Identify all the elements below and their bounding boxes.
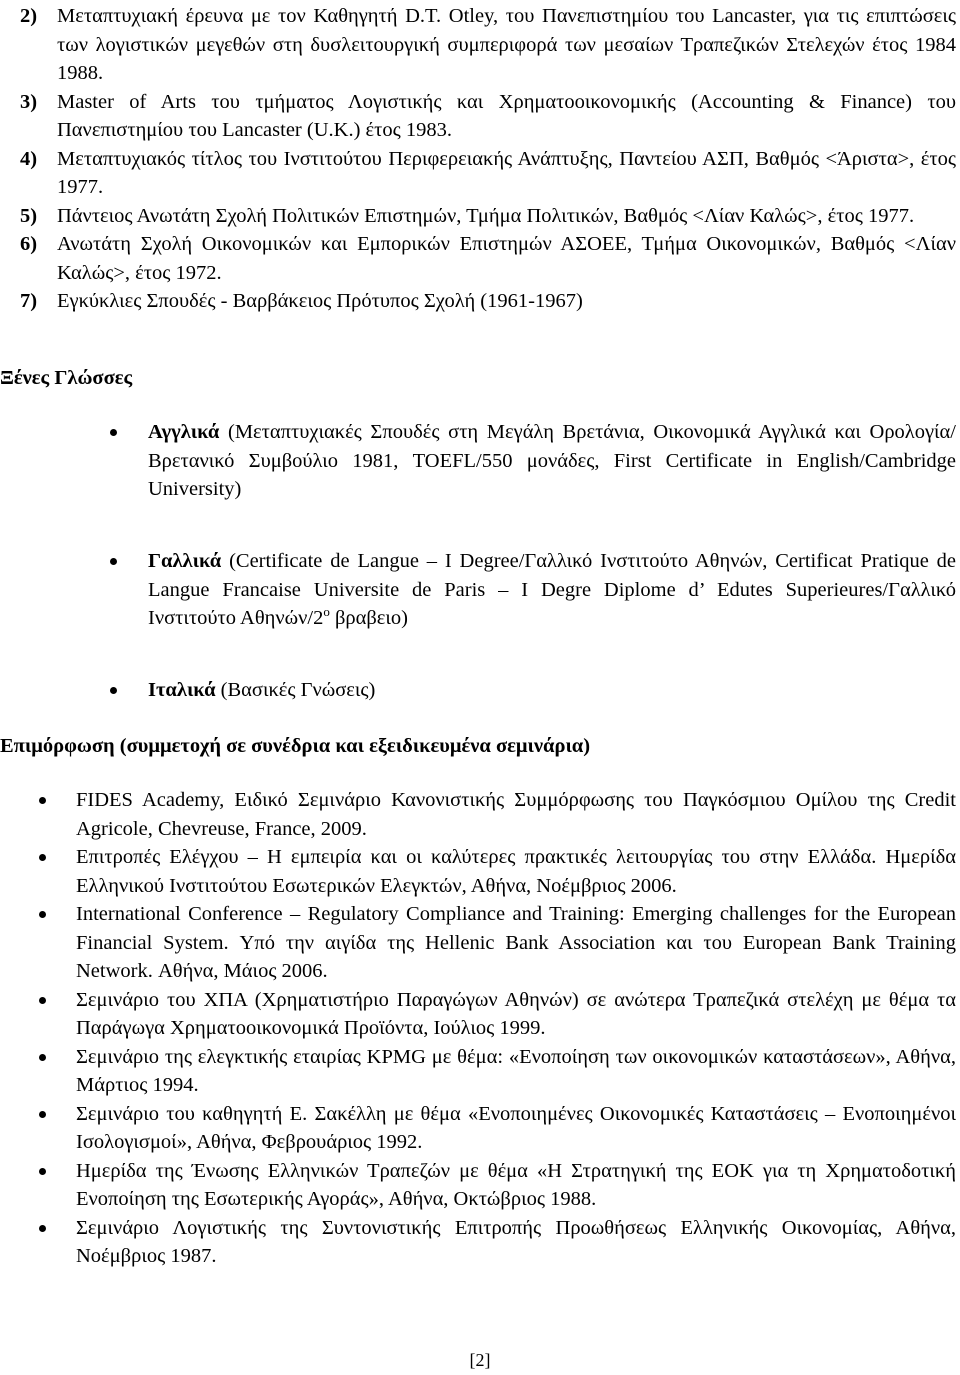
list-item <box>20 230 956 287</box>
item-number: 3) <box>20 90 38 113</box>
item-text: Ανωτάτη Σχολή Οικονομικών και Εμπορικών Επιστημών ΑΣΟΕΕ, Τμήμα Οικονομικών, Βαθμός <Λίαν Καλώς>, έτος 1972. <box>57 233 956 284</box>
bullet-icon <box>110 687 117 694</box>
list-item <box>108 676 956 705</box>
list-item <box>20 2 956 88</box>
list-item <box>20 88 956 145</box>
language-details: (Certificate de Langue – I Degree/Γαλλικό Ινστιτούτο Αθηνών, Certificat Pratique de Langue Francaise Universite de Paris – I Degre Diplome d’ Edutes Superieures/Γαλλικό Ινστιτούτο Αθηνών/2 <box>148 550 956 629</box>
bullet-icon <box>39 1054 46 1061</box>
list-item <box>36 986 956 1043</box>
list-item <box>108 547 956 633</box>
seminar-text: Σεμινάριο του ΧΠΑ (Χρηματιστήριο Παραγώγων Αθηνών) σε ανώτερα Τραπεζικά στελέχη με θέμα τα Παράγωγα Χρηματοοικονομικά Προϊόντα, Ιούλιος 1999. <box>76 988 956 1039</box>
bullet-icon <box>39 1225 46 1232</box>
superscript: ο <box>323 604 330 620</box>
bullet-icon <box>39 911 46 918</box>
list-item <box>36 1214 956 1271</box>
seminar-text: Επιτροπές Ελέγχου – Η εμπειρία και οι καλύτερες πρακτικές λειτουργίας του στην Ελλάδα. Ημερίδα Ελληνικού Ινστιτούτου Εσωτερικών Ελεγκτών, Αθήνα, Νοέμβριος 2006. <box>76 846 956 897</box>
bullet-icon <box>39 1168 46 1175</box>
item-number: 4) <box>20 147 38 170</box>
seminars-list <box>36 786 956 1271</box>
language-details: (Μεταπτυχιακές Σπουδές στη Μεγάλη Βρετάνια, Οικονομικά Αγγλικά και Ορολογία/Βρετανικό Συμβούλιο 1981, TOEFL/550 μονάδες, First Certificate in English/Cambridge University) <box>148 421 956 500</box>
bullet-icon <box>39 797 46 804</box>
bullet-icon <box>110 429 117 436</box>
language-name: Γαλλικά <box>148 550 222 572</box>
list-item <box>108 418 956 504</box>
list-item <box>36 843 956 900</box>
item-number: 6) <box>20 233 38 255</box>
seminar-text: FIDES Academy, Ειδικό Σεμινάριο Κανονιστικής Συμμόρφωσης του Παγκόσμιου Ομίλου της Credit Agricole, Chevreuse, France, 2009. <box>76 789 956 840</box>
item-number: 5) <box>20 204 38 227</box>
list-item <box>20 145 956 202</box>
item-number: 2) <box>20 5 38 27</box>
list-item <box>36 786 956 843</box>
item-text: Εγκύκλιες Σπουδές - Βαρβάκειος Πρότυπος Σχολή (1961-1967) <box>57 290 583 312</box>
bullet-icon <box>39 997 46 1004</box>
seminar-text: Σεμινάριο του καθηγητή Ε. Σακέλλη με θέμα «Ενοποιημένες Οικονομικές Καταστάσεις – Ενοποιημένοι Ισολογισμοί», Αθήνα, Φεβρουάριος 1992. <box>76 1102 956 1153</box>
list-item <box>20 287 956 316</box>
language-name: Ιταλικά <box>148 679 216 701</box>
item-text: Μεταπτυχιακός τίτλος του Ινστιτούτου Περιφερειακής Ανάπτυξης, Παντείου ΑΣΠ, Βαθμός <Άριστα>, έτος 1977. <box>57 147 956 198</box>
item-text: Μεταπτυχιακή έρευνα με τον Καθηγητή D.T. Otley, του Πανεπιστημίου του Lancaster, για τις επιπτώσεις των λογιστικών μεγεθών στη δυσλειτουργική συμπεριφορά των μεσαίων Τραπεζικών Στελεχών έτος 1984 1988. <box>57 5 956 84</box>
bullet-icon <box>39 854 46 861</box>
page-number: [2] <box>469 1350 491 1370</box>
list-item <box>36 900 956 986</box>
bullet-icon <box>39 1111 46 1118</box>
education-list <box>20 2 956 316</box>
list-item <box>36 1157 956 1214</box>
language-details-tail: βραβειο) <box>329 607 408 629</box>
list-item <box>36 1100 956 1157</box>
item-text: Πάντειος Ανωτάτη Σχολή Πολιτικών Επιστημών, Τμήμα Πολιτικών, Βαθμός <Λίαν Καλώς>, έτος 1977. <box>57 204 915 227</box>
seminar-text: International Conference – Regulatory Compliance and Training: Emerging challenges for the European Financial System. Υπό την αιγίδα της Hellenic Bank Association και του European Bank Training Network. Αθήνα, Μάιος 2006. <box>76 903 956 982</box>
seminars-heading: Επιμόρφωση (συμμετοχή σε συνέδρια και εξειδικευμένα σεμινάρια) <box>0 735 591 757</box>
item-number: 7) <box>20 290 38 312</box>
list-item <box>20 202 956 231</box>
bullet-icon <box>110 558 117 565</box>
language-name: Αγγλικά <box>148 421 220 443</box>
seminar-text: Ημερίδα της Ένωσης Ελληνικών Τραπεζών με θέμα «Η Στρατηγική της ΕΟΚ για τη Χρηματοδοτική Ενοποίηση της Εσωτερικής Αγοράς», Αθήνα, Οκτώβριος 1988. <box>76 1159 956 1210</box>
list-item <box>36 1043 956 1100</box>
language-details: (Βασικές Γνώσεις) <box>215 679 376 701</box>
seminar-text: Σεμινάριο της ελεγκτικής εταιρίας KPMG με θέμα: «Ενοποίηση των οικονομικών καταστάσεων», Αθήνα, Μάρτιος 1994. <box>76 1045 956 1096</box>
languages-heading: Ξένες Γλώσσες <box>0 367 133 389</box>
item-text: Master of Arts του τμήματος Λογιστικής και Χρηματοοικονομικής (Accounting & Finance) του Πανεπιστημίου του Lancaster (U.K.) έτος 1983. <box>57 90 956 141</box>
seminar-text: Σεμινάριο Λογιστικής της Συντονιστικής Επιτροπής Προωθήσεως Ελληνικής Οικονομίας, Αθήνα, Νοέμβριος 1987. <box>76 1216 956 1267</box>
